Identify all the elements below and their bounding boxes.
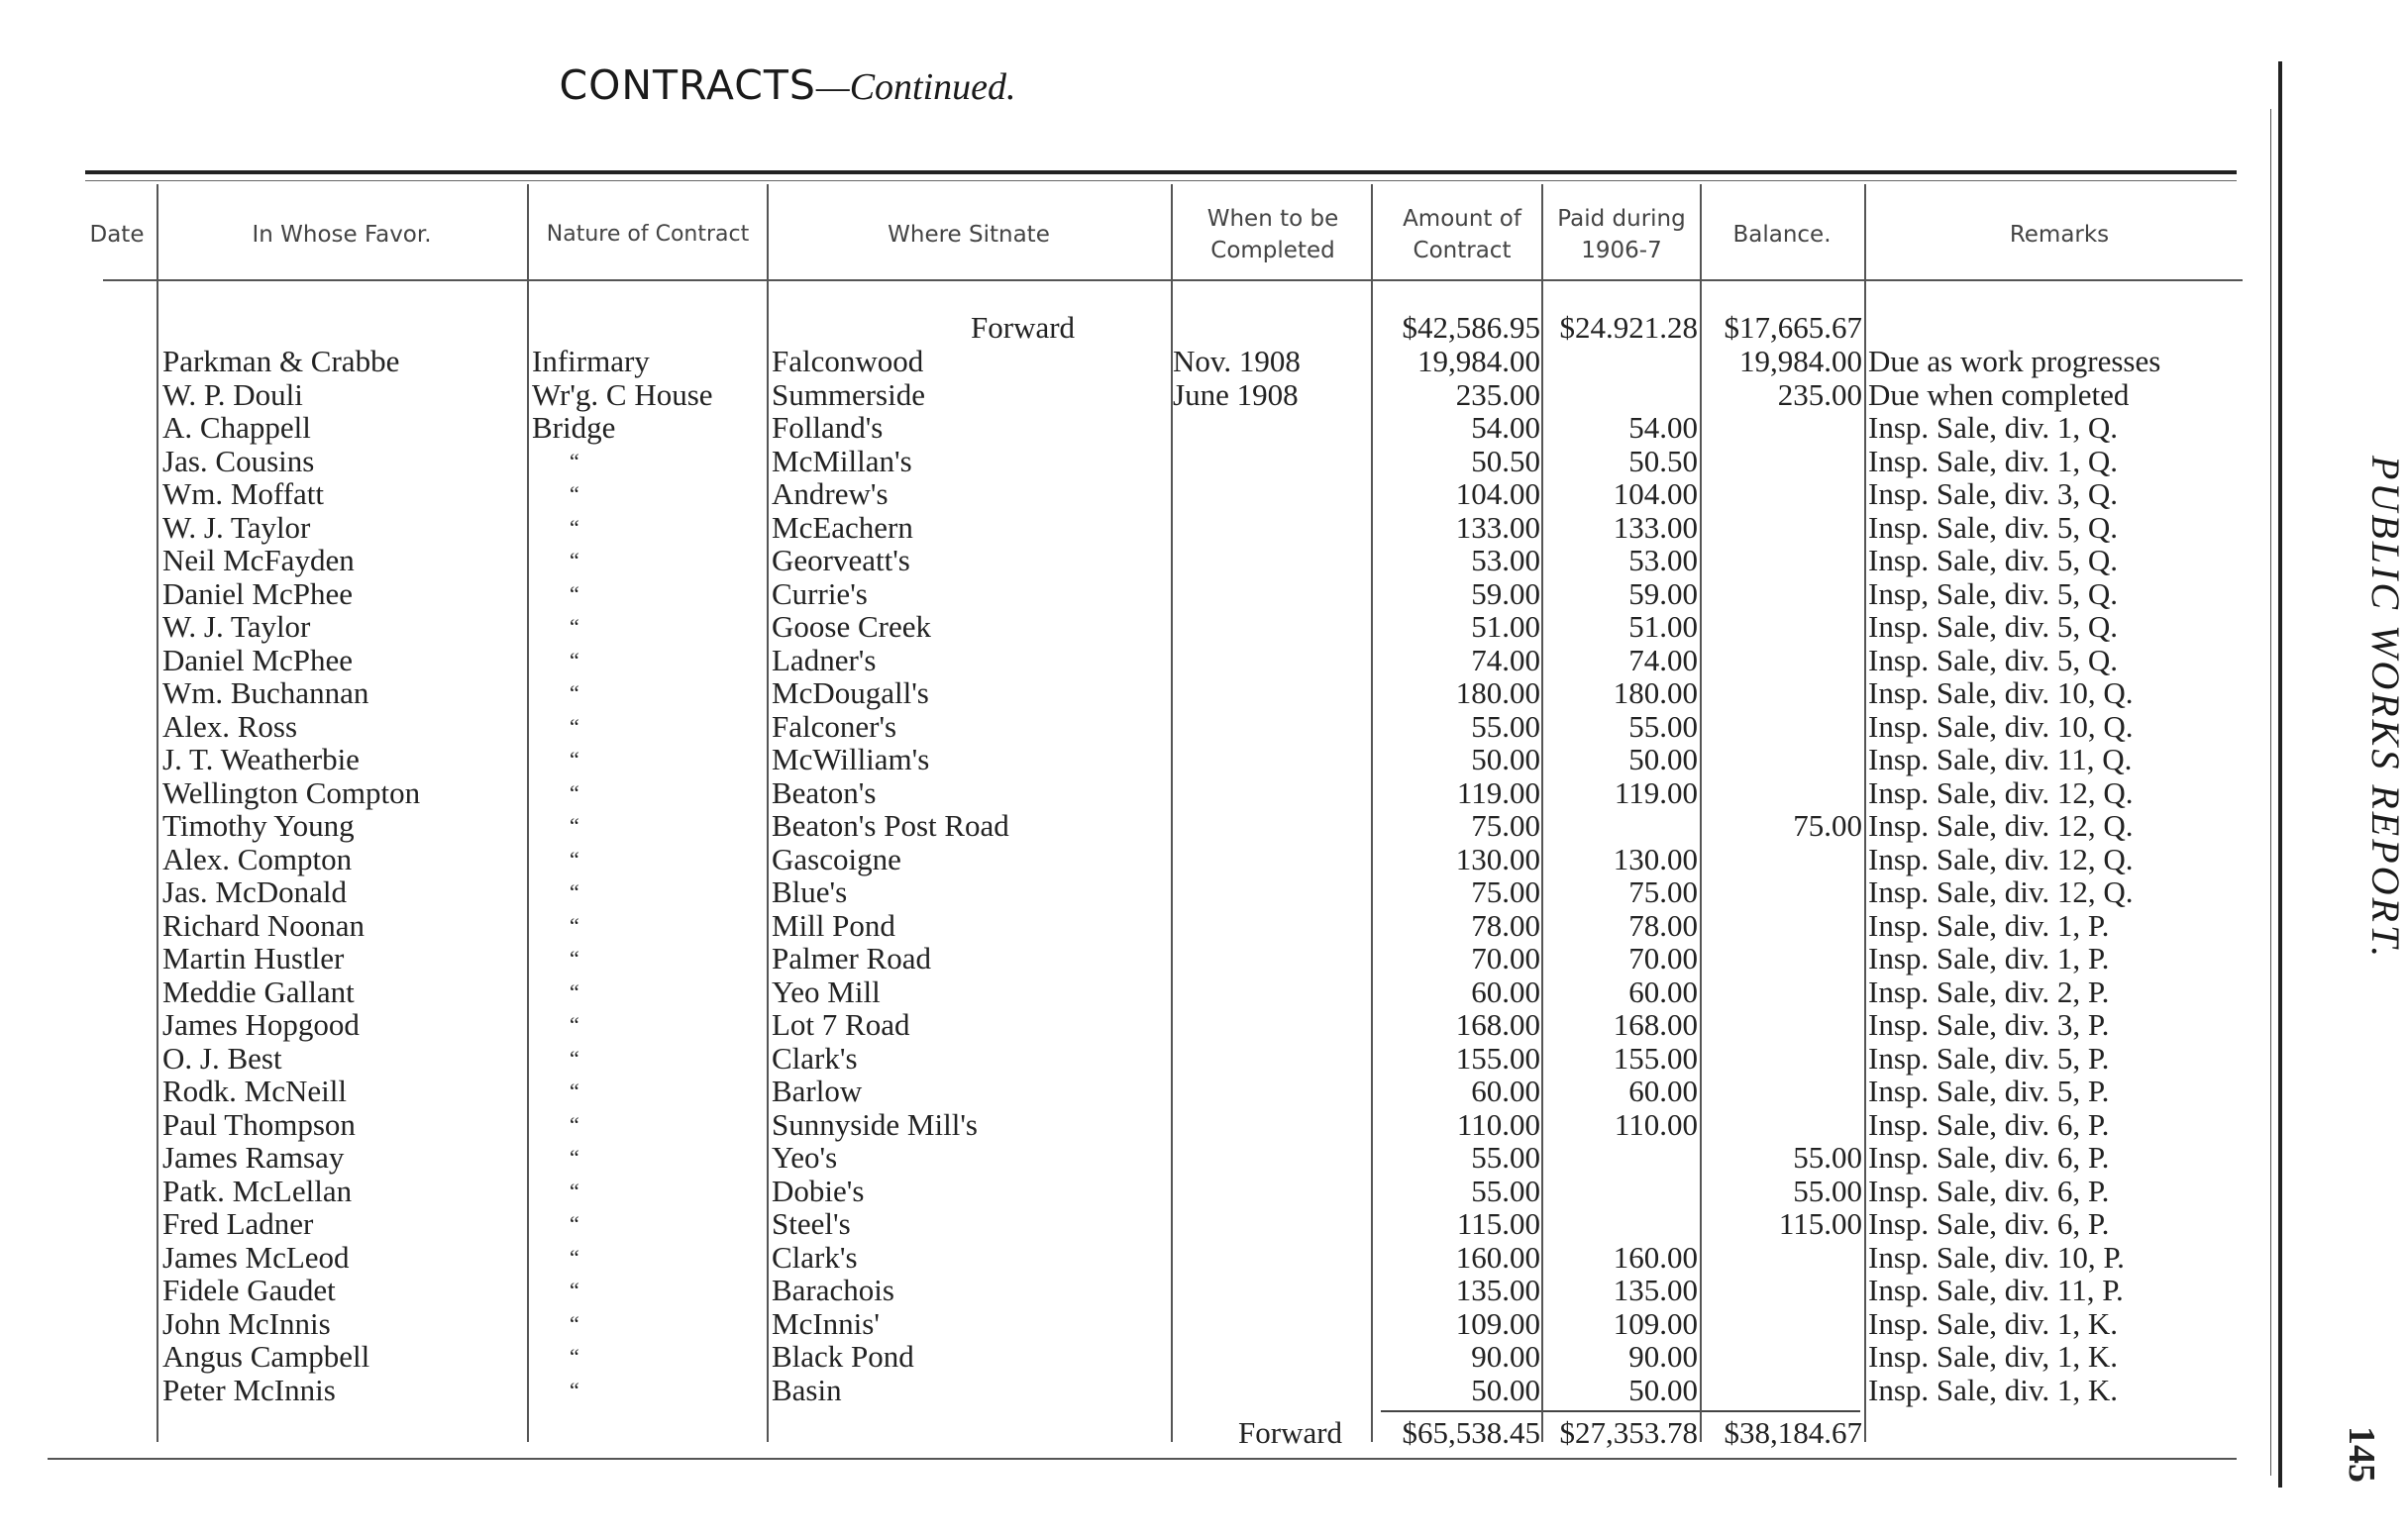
title-main: CONTRACTS (559, 61, 816, 109)
row-amount: 55.00 (1471, 708, 1540, 744)
row-remarks: Insp. Sale, div. 1, K. (1868, 1372, 2118, 1407)
row-where: Beaton's (772, 774, 877, 810)
row-paid: 54.00 (1628, 410, 1698, 445)
row-name: Jas. Cousins (162, 443, 315, 478)
row-where: Steel's (772, 1206, 851, 1241)
row-where: Currie's (772, 575, 868, 611)
row-remarks: Insp. Sale, div. 1, P. (1868, 907, 2110, 943)
row-nature: “ (570, 647, 579, 672)
row-where: Lot 7 Road (772, 1007, 910, 1042)
table-row (0, 710, 2278, 744)
row-where: Gascoigne (772, 841, 901, 876)
row-name: W. J. Taylor (162, 509, 311, 545)
row-nature: Wr'g. C House (532, 376, 713, 412)
table-row (0, 743, 2278, 776)
row-paid: 60.00 (1628, 1074, 1698, 1108)
table-row (0, 676, 2278, 710)
row-amount: 55.00 (1471, 1173, 1540, 1208)
table-row (0, 411, 2278, 445)
row-name: Patk. McLellan (162, 1173, 353, 1208)
row-where: Black Pond (772, 1339, 914, 1374)
row-amount: 155.00 (1455, 1040, 1540, 1076)
row-nature: “ (570, 1012, 579, 1037)
row-name: Richard Noonan (162, 907, 366, 943)
row-name: Jas. McDonald (162, 874, 347, 909)
row-amount: 60.00 (1471, 1074, 1540, 1108)
row-paid: 155.00 (1613, 1040, 1698, 1076)
header-remarks: Remarks (2009, 222, 2110, 248)
row-amount: 74.00 (1471, 642, 1540, 677)
row-remarks: Insp. Sale, div. 12, Q. (1868, 874, 2134, 909)
row-amount: 104.00 (1455, 476, 1540, 511)
row-amount: 110.00 (1456, 1106, 1540, 1142)
row-nature: “ (570, 680, 579, 705)
row-name: Daniel McPhee (162, 642, 353, 677)
row-amount: 50.00 (1471, 742, 1540, 776)
row-where: Ladner's (772, 642, 877, 677)
row-nature: “ (570, 813, 579, 838)
row-name: Neil McFayden (162, 543, 355, 577)
row-name: James Ramsay (162, 1140, 345, 1175)
row-remarks: Due when completed (1868, 376, 2130, 412)
table-row (0, 1340, 2278, 1374)
row-amount: 75.00 (1471, 874, 1540, 909)
row-amount: 19,984.00 (1417, 344, 1540, 378)
row-nature: “ (570, 1145, 579, 1170)
row-remarks: Insp. Sale, div. 12, Q. (1868, 841, 2134, 876)
row-remarks: Insp, Sale, div. 5, Q. (1868, 575, 2118, 611)
row-when: June 1908 (1173, 376, 1299, 412)
table-row (0, 511, 2278, 545)
table-row (0, 544, 2278, 577)
page-title (0, 61, 1575, 109)
row-name: Wellington Compton (162, 774, 421, 810)
header-favor: In Whose Favor. (252, 222, 432, 248)
margin-rule-outer (2278, 61, 2282, 1488)
row-paid: 133.00 (1613, 509, 1698, 545)
table-row (0, 1374, 2278, 1407)
row-remarks: Insp. Sale, div. 5, Q. (1868, 509, 2118, 545)
table-row (0, 942, 2278, 975)
table-row (0, 445, 2278, 478)
row-remarks: Insp. Sale, div. 6, P. (1868, 1140, 2110, 1175)
row-where: Folland's (772, 410, 884, 445)
table-row (0, 1207, 2278, 1241)
row-where: Barlow (772, 1074, 863, 1108)
row-balance: 55.00 (1793, 1140, 1862, 1175)
row-where: Summerside (772, 376, 925, 412)
table-row (0, 1274, 2278, 1307)
row-paid: 50.00 (1628, 742, 1698, 776)
row-remarks: Insp. Sale, div. 11, Q. (1868, 742, 2133, 776)
row-remarks: Insp. Sale, div. 5, P. (1868, 1040, 2110, 1076)
header-paid: Paid during 1906-7 (1557, 206, 1686, 263)
row-paid: 55.00 (1628, 708, 1698, 744)
row-balance: 75.00 (1793, 808, 1862, 843)
row-where: Falconer's (772, 708, 897, 744)
row-balance: 235.00 (1777, 376, 1862, 412)
row-amount: 135.00 (1455, 1273, 1540, 1307)
row-amount: 115.00 (1456, 1206, 1540, 1241)
row-paid: 50.00 (1628, 1372, 1698, 1407)
table-row (0, 1175, 2278, 1208)
row-remarks: Insp. Sale, div. 12, Q. (1868, 774, 2134, 810)
row-where: Dobie's (772, 1173, 865, 1208)
row-name: Wm. Buchannan (162, 675, 369, 710)
row-remarks: Insp. Sale, div. 6, P. (1868, 1206, 2110, 1241)
row-remarks: Insp. Sale, div. 6, P. (1868, 1106, 2110, 1142)
row-amount: 119.00 (1456, 774, 1540, 810)
table-row (0, 477, 2278, 511)
row-paid: 130.00 (1613, 841, 1698, 876)
row-nature: “ (570, 548, 579, 572)
total-rule-amount (1381, 1410, 1860, 1412)
top-rule-thin (85, 180, 2237, 181)
row-amount: 59.00 (1471, 575, 1540, 611)
row-where: Beaton's Post Road (772, 808, 1009, 843)
table-row (0, 378, 2278, 412)
header-balance: Balance. (1732, 222, 1832, 248)
row-amount: 75.00 (1471, 808, 1540, 843)
header-rule (103, 279, 2243, 281)
row-name: Alex. Ross (162, 708, 298, 744)
row-paid: 168.00 (1613, 1007, 1698, 1042)
row-remarks: Insp. Sale, div, 1, K. (1868, 1339, 2118, 1374)
forward-bottom-label: Forward (1238, 1415, 1343, 1450)
row-where: McEachern (772, 509, 913, 545)
row-nature: “ (570, 514, 579, 540)
row-nature: “ (570, 1078, 579, 1103)
row-name: Alex. Compton (162, 841, 353, 876)
row-nature: “ (570, 1045, 579, 1071)
row-amount: 54.00 (1471, 410, 1540, 445)
row-name: Fred Ladner (162, 1206, 314, 1241)
row-where: McWilliam's (772, 742, 930, 776)
forward-bottom-amount: $65,538.45 (1402, 1415, 1540, 1450)
row-nature: “ (570, 747, 579, 771)
row-amount: 50.00 (1471, 1372, 1540, 1407)
row-name: Timothy Young (162, 808, 355, 843)
row-paid: 50.50 (1628, 443, 1698, 478)
row-amount: 180.00 (1455, 675, 1540, 710)
table-row (0, 776, 2278, 810)
header-amount: Amount of Contract (1403, 206, 1521, 263)
row-nature: “ (570, 614, 579, 639)
table-row (0, 1008, 2278, 1042)
table-row (0, 644, 2278, 677)
row-remarks: Insp. Sale, div. 1, P. (1868, 941, 2110, 975)
row-name: W. J. Taylor (162, 609, 311, 644)
row-name: John McInnis (162, 1305, 331, 1341)
forward-top-amount: $42,586.95 (1402, 310, 1540, 345)
table-row (0, 809, 2278, 843)
header-date: Date (89, 222, 145, 248)
table-row (0, 1108, 2278, 1142)
row-nature: “ (570, 1310, 579, 1336)
forward-bottom-paid: $27,353.78 (1559, 1415, 1698, 1450)
row-remarks: Insp. Sale, div. 10, P. (1868, 1239, 2125, 1275)
row-name: Angus Campbell (162, 1339, 370, 1374)
row-name: Martin Hustler (162, 941, 345, 975)
row-paid: 119.00 (1614, 774, 1698, 810)
row-nature: “ (570, 1278, 579, 1302)
row-paid: 70.00 (1628, 941, 1698, 975)
row-where: Yeo Mill (772, 974, 881, 1009)
row-nature: “ (570, 879, 579, 904)
row-amount: 50.50 (1471, 443, 1540, 478)
table-row (0, 909, 2278, 943)
row-paid: 75.00 (1628, 874, 1698, 909)
row-remarks: Insp. Sale, div. 3, P. (1868, 1007, 2110, 1042)
row-remarks: Insp. Sale, div. 6, P. (1868, 1173, 2110, 1208)
header-where: Where Sitnate (888, 222, 1050, 248)
row-nature: “ (570, 1211, 579, 1236)
table-row (0, 843, 2278, 876)
row-paid: 90.00 (1628, 1339, 1698, 1374)
row-amount: 160.00 (1455, 1239, 1540, 1275)
forward-top-label: Forward (971, 310, 1076, 345)
row-remarks: Insp. Sale, div. 1, K. (1868, 1305, 2118, 1341)
row-remarks: Insp. Sale, div. 10, Q. (1868, 708, 2134, 744)
row-name: Peter McInnis (162, 1372, 336, 1407)
row-name: Daniel McPhee (162, 575, 353, 611)
row-amount: 130.00 (1455, 841, 1540, 876)
row-nature: “ (570, 1244, 579, 1270)
row-where: Palmer Road (772, 941, 931, 975)
title-continued: —Continued. (815, 66, 1016, 108)
row-balance: 19,984.00 (1739, 344, 1862, 378)
row-amount: 60.00 (1471, 974, 1540, 1009)
row-amount: 133.00 (1455, 509, 1540, 545)
row-balance: 55.00 (1793, 1173, 1862, 1208)
row-paid: 51.00 (1628, 609, 1698, 644)
row-where: Georveatt's (772, 543, 910, 577)
row-name: Meddie Gallant (162, 974, 355, 1009)
row-when: Nov. 1908 (1173, 344, 1301, 378)
row-where: Clark's (772, 1040, 858, 1076)
side-title: PUBLIC WORKS REPORT. (2363, 456, 2408, 961)
row-paid: 104.00 (1613, 476, 1698, 511)
row-where: McInnis' (772, 1305, 880, 1341)
row-paid: 74.00 (1628, 642, 1698, 677)
row-name: Paul Thompson (162, 1106, 356, 1142)
row-name: James Hopgood (162, 1007, 360, 1042)
row-remarks: Insp. Sale, div. 10, Q. (1868, 675, 2134, 710)
row-nature: “ (570, 846, 579, 872)
row-where: Yeo's (772, 1140, 838, 1175)
row-nature: “ (570, 713, 579, 739)
row-nature: “ (570, 946, 579, 971)
row-nature: “ (570, 978, 579, 1004)
row-nature: “ (570, 1178, 579, 1203)
row-paid: 110.00 (1614, 1106, 1698, 1142)
row-amount: 53.00 (1471, 543, 1540, 577)
row-paid: 160.00 (1613, 1239, 1698, 1275)
row-remarks: Insp. Sale, div. 5, Q. (1868, 609, 2118, 644)
row-where: Basin (772, 1372, 842, 1407)
row-paid: 59.00 (1628, 575, 1698, 611)
forward-top-balance: $17,665.67 (1724, 310, 1862, 345)
row-paid: 135.00 (1613, 1273, 1698, 1307)
row-remarks: Insp. Sale, div. 11, P. (1868, 1273, 2124, 1307)
row-nature: Bridge (532, 410, 616, 445)
row-where: Falconwood (772, 344, 924, 378)
row-remarks: Insp. Sale, div. 5, P. (1868, 1074, 2110, 1108)
row-amount: 55.00 (1471, 1140, 1540, 1175)
top-rule (85, 170, 2237, 174)
row-name: Parkman & Crabbe (162, 344, 400, 378)
row-where: Andrew's (772, 476, 889, 511)
row-amount: 78.00 (1471, 907, 1540, 943)
row-paid: 53.00 (1628, 543, 1698, 577)
row-amount: 168.00 (1455, 1007, 1540, 1042)
row-name: Wm. Moffatt (162, 476, 325, 511)
row-balance: 115.00 (1778, 1206, 1862, 1241)
row-name: O. J. Best (162, 1040, 282, 1076)
row-name: Fidele Gaudet (162, 1273, 336, 1307)
row-where: McDougall's (772, 675, 929, 710)
table-row (0, 577, 2278, 611)
bottom-rule (48, 1458, 2237, 1460)
row-nature: “ (570, 912, 579, 938)
row-nature: “ (570, 779, 579, 805)
row-paid: 60.00 (1628, 974, 1698, 1009)
row-remarks: Insp. Sale, div. 12, Q. (1868, 808, 2134, 843)
row-where: Clark's (772, 1239, 858, 1275)
table-row (0, 1241, 2278, 1275)
row-nature: “ (570, 1111, 579, 1137)
row-nature: “ (570, 448, 579, 473)
row-remarks: Insp. Sale, div. 3, Q. (1868, 476, 2118, 511)
row-remarks: Insp. Sale, div. 2, P. (1868, 974, 2110, 1009)
row-paid: 78.00 (1628, 907, 1698, 943)
table-row (0, 975, 2278, 1009)
row-name: A. Chappell (162, 410, 311, 445)
row-name: Rodk. McNeill (162, 1074, 347, 1108)
row-where: McMillan's (772, 443, 912, 478)
row-amount: 109.00 (1455, 1305, 1540, 1341)
row-paid: 180.00 (1613, 675, 1698, 710)
row-amount: 70.00 (1471, 941, 1540, 975)
row-nature: “ (570, 481, 579, 506)
row-name: James McLeod (162, 1239, 350, 1275)
row-amount: 51.00 (1471, 609, 1540, 644)
row-nature: “ (570, 1377, 579, 1402)
row-amount: 235.00 (1455, 376, 1540, 412)
row-nature: Infirmary (532, 344, 650, 378)
row-where: Blue's (772, 874, 848, 909)
row-remarks: Insp. Sale, div. 1, Q. (1868, 443, 2118, 478)
row-remarks: Due as work progresses (1868, 344, 2161, 378)
row-nature: “ (570, 580, 579, 606)
row-remarks: Insp. Sale, div. 5, Q. (1868, 543, 2118, 577)
row-remarks: Insp. Sale, div. 5, Q. (1868, 642, 2118, 677)
table-row (0, 1307, 2278, 1341)
page-number: 145 (2341, 1426, 2382, 1483)
table-row (0, 345, 2278, 378)
row-remarks: Insp. Sale, div. 1, Q. (1868, 410, 2118, 445)
row-where: Barachois (772, 1273, 894, 1307)
forward-bottom-balance: $38,184.67 (1724, 1415, 1862, 1450)
row-nature: “ (570, 1344, 579, 1369)
row-name: W. P. Douli (162, 376, 303, 412)
row-paid: 109.00 (1613, 1305, 1698, 1341)
table-row (0, 875, 2278, 909)
table-row (0, 1042, 2278, 1076)
table-row (0, 1141, 2278, 1175)
row-where: Mill Pond (772, 907, 895, 943)
row-name: J. T. Weatherbie (162, 742, 360, 776)
table-row (0, 610, 2278, 644)
row-where: Sunnyside Mill's (772, 1106, 978, 1142)
table-row (0, 1075, 2278, 1108)
row-amount: 90.00 (1471, 1339, 1540, 1374)
header-nature: Nature of Contract (546, 222, 750, 247)
header-when: When to be Completed (1206, 206, 1339, 263)
forward-top-paid: $24.921.28 (1559, 310, 1698, 345)
row-where: Goose Creek (772, 609, 931, 644)
